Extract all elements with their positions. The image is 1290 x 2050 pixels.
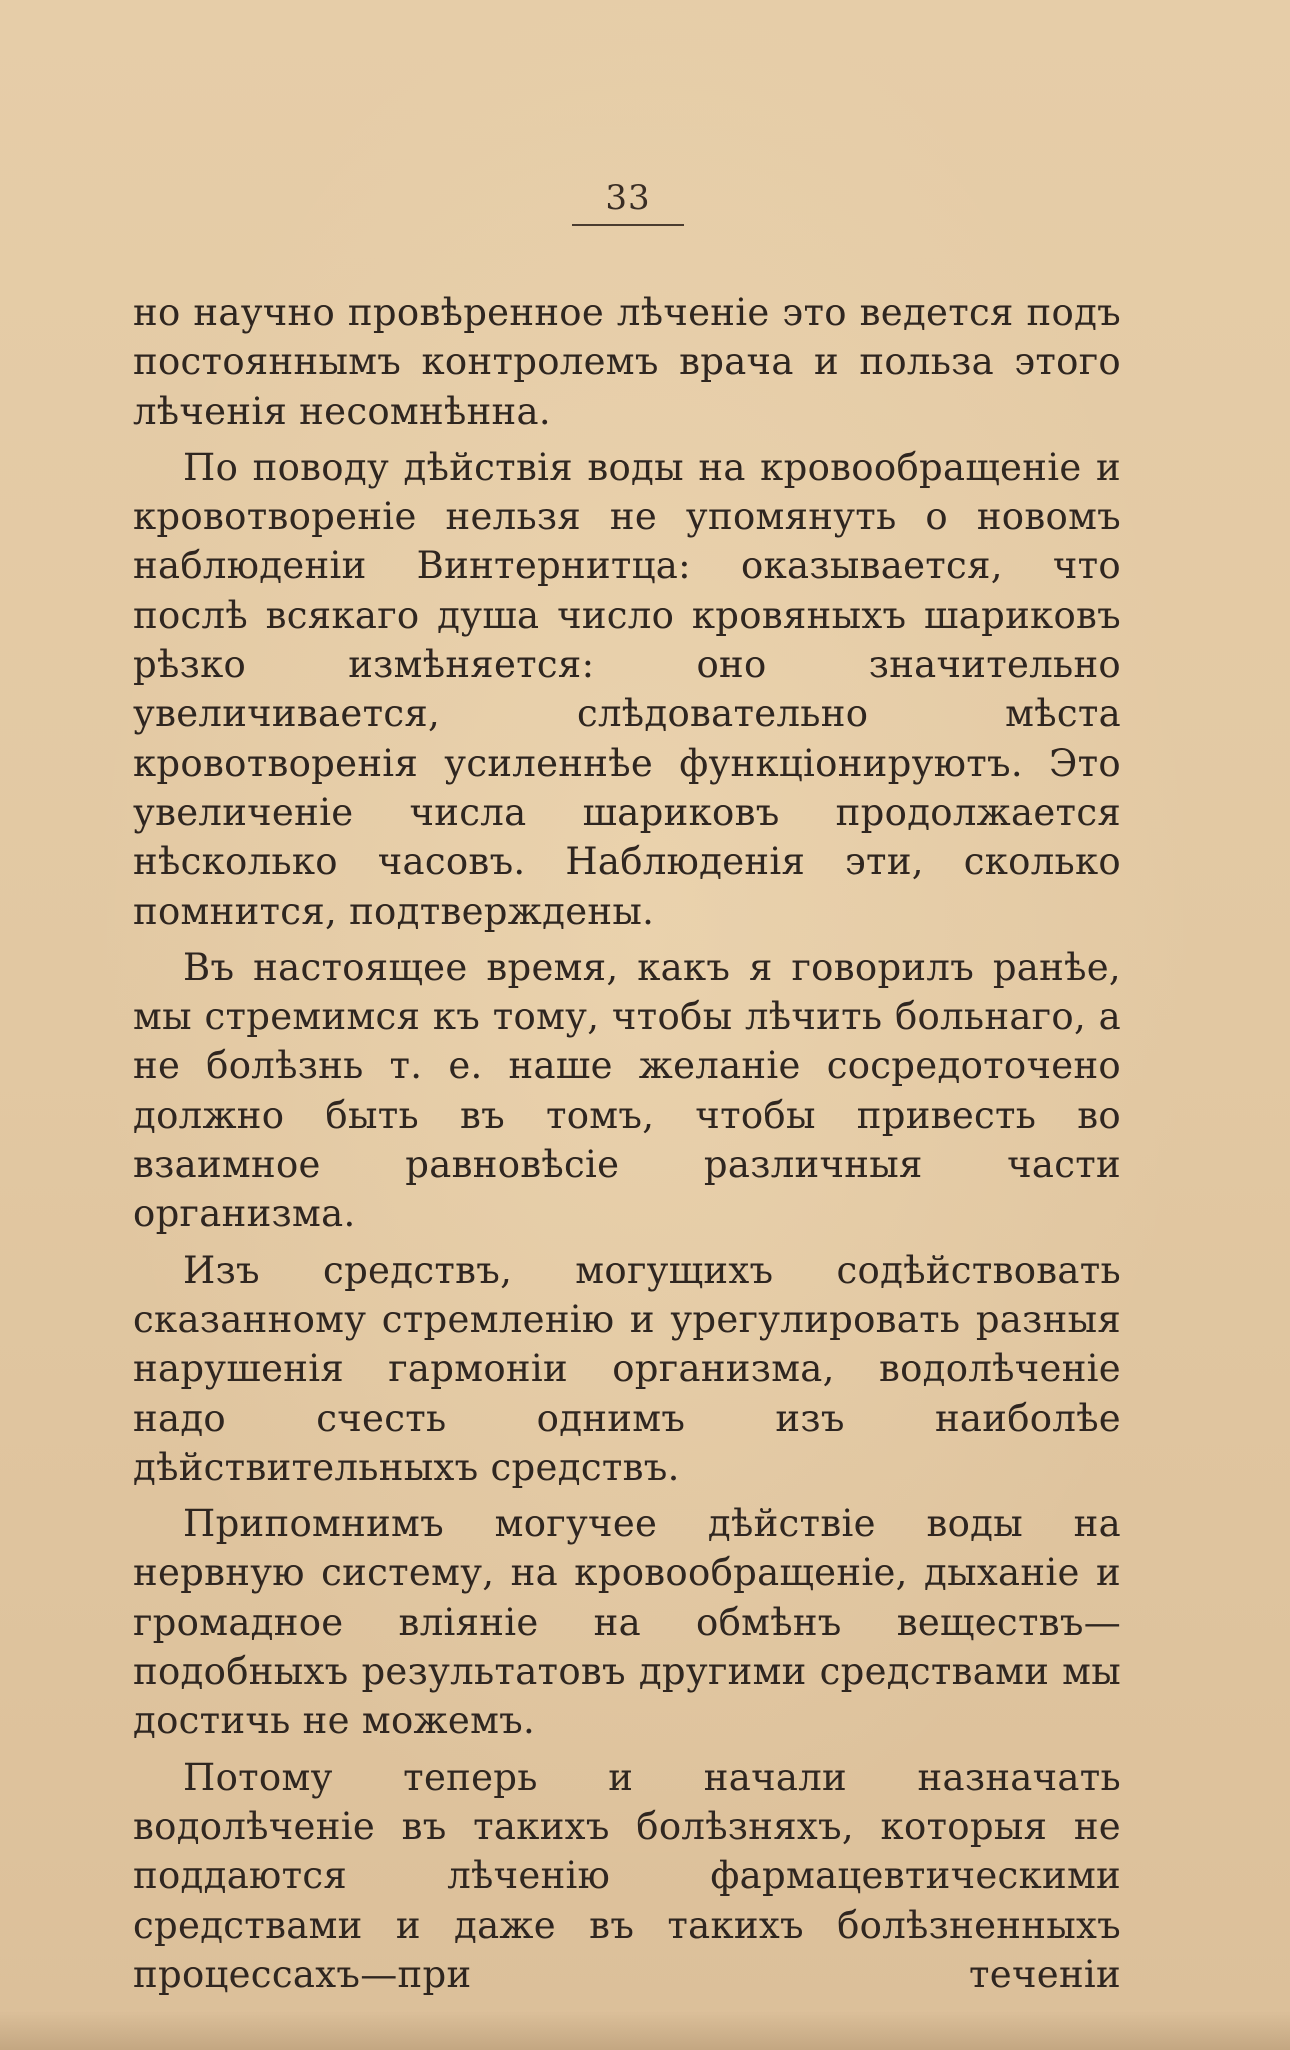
body-text <box>133 288 1121 2006</box>
paragraph-continuation: но научно провѣренное лѣченіе это ведется подъ постояннымъ контролемъ врача и польза этого лѣченія несомнѣнна. <box>133 291 1121 433</box>
paragraph-hydrotherapy-means: Изъ средствъ, могущихъ содѣйствовать сказанному стремленію и урегулировать разныя нарушенія гармоніи организма, водолѣченіе надо счесть однимъ изъ наиболѣе дѣйствительныхъ средствъ. <box>133 1248 1121 1489</box>
page-number: 33 <box>605 178 651 218</box>
paragraph-blood-formation: По поводу дѣйствія воды на кровообращеніе и кровотвореніе нельзя не упомянуть о новомъ наблюденіи Винтернитца: оказывается, что послѣ всякаго душа число кровяныхъ шариковъ рѣзко измѣняется: оно значительно увеличивается, слѣдовательно мѣста кровотворенія усиленнѣе функціонируютъ. Это увеличеніе числа шариковъ продолжается нѣсколько часовъ. Наблюденія эти, сколько помнится, подтверждены. <box>133 445 1121 933</box>
page-number-rule <box>572 224 684 226</box>
paragraph-treat-patient: Въ настоящее время, какъ я говорилъ ранѣе, мы стремимся къ тому, чтобы лѣчить больнаго, а не болѣзнь т. е. наше желаніе сосредоточено должно быть въ томъ, чтобы привесть во взаимное равновѣсіе различныя части организма. <box>133 945 1121 1236</box>
paragraph-water-effects: Припомнимъ могучее дѣйствіе воды на нервную систему, на кровообращеніе, дыханіе и громадное вліяніе на обмѣнъ веществъ—подобныхъ результатовъ другими средствами мы достичь не можемъ. <box>133 1502 1121 1743</box>
paragraph-prescribing: Потому теперь и начали назначать водолѣченіе въ такихъ болѣзняхъ, которыя не поддаются лѣченію фармацевтическими средствами и даже въ такихъ болѣзненныхъ процессахъ—при теченіи <box>133 1755 1121 1996</box>
